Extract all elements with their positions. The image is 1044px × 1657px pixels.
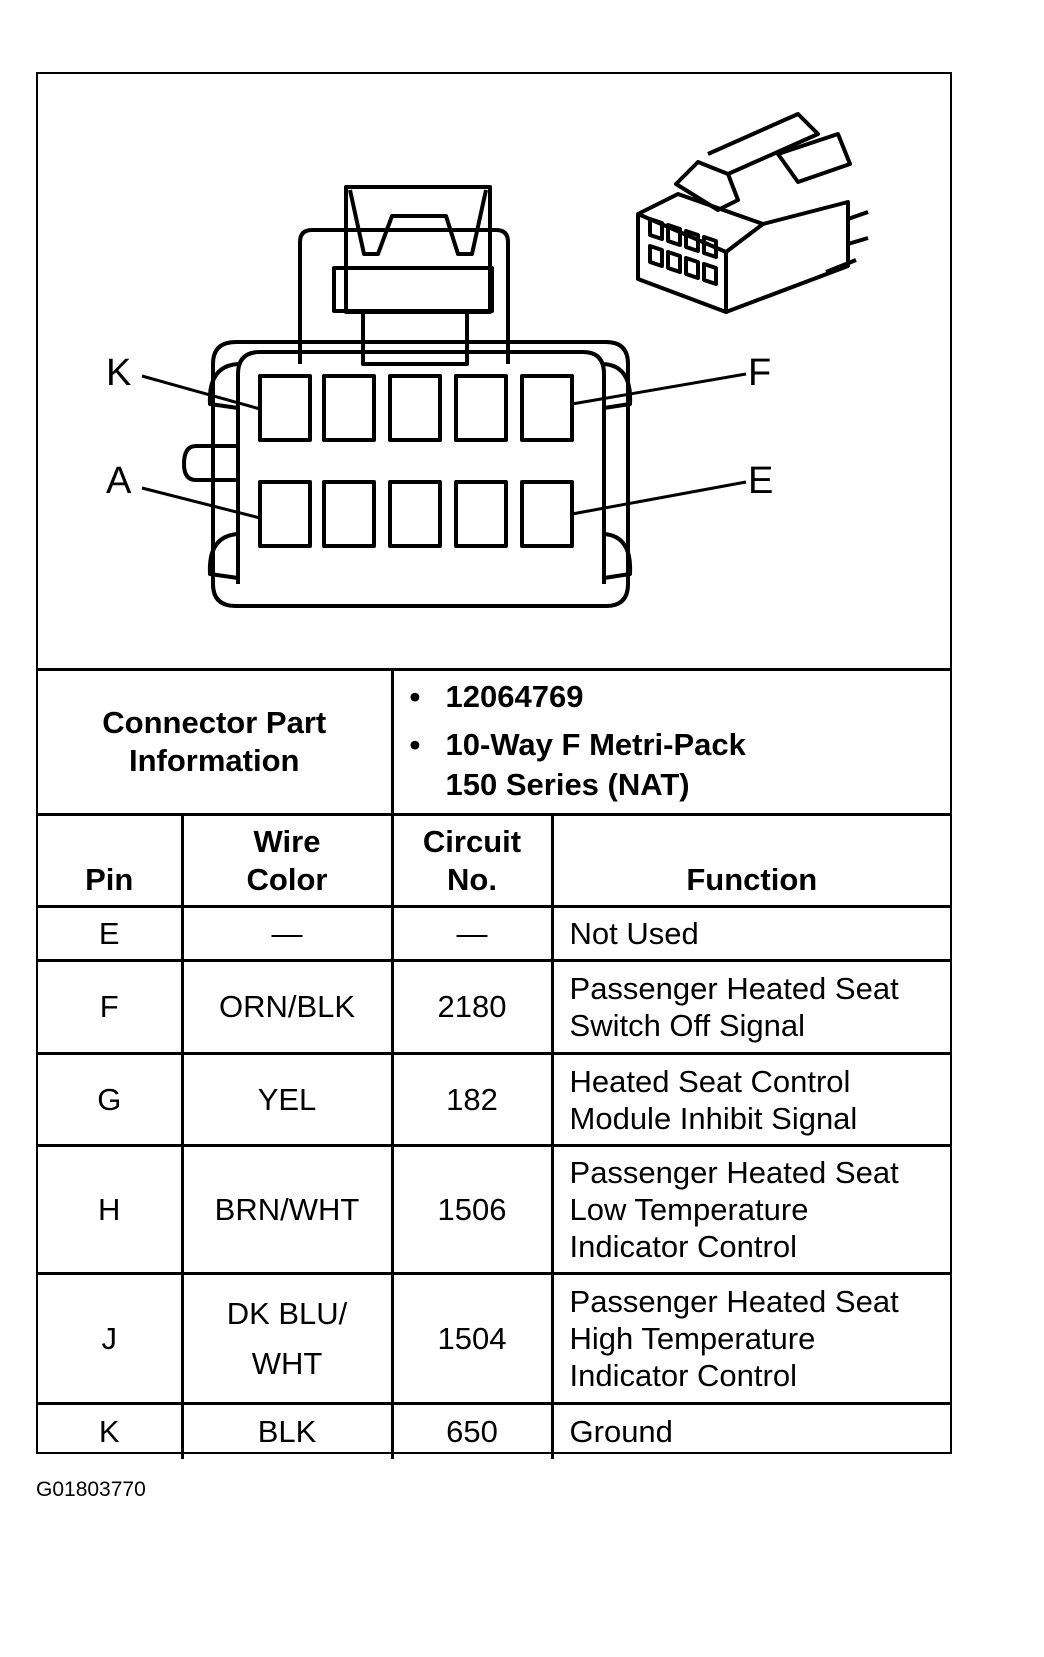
connector-info-label-line2: Information — [129, 743, 300, 778]
cell-pin: K — [38, 1404, 182, 1459]
connector-info-label — [38, 670, 392, 815]
pin-callout-k: K — [106, 352, 132, 394]
table-row — [38, 1146, 950, 1274]
cell-circuit: 182 — [392, 1054, 552, 1146]
connector-info-label-line1: Connector Part — [102, 705, 327, 740]
connector-info-row — [38, 670, 950, 815]
cell-pin: F — [38, 961, 182, 1054]
function-line: Low Temperature — [569, 1192, 809, 1227]
cell-circuit: 1506 — [392, 1146, 552, 1274]
cell-function — [552, 1404, 950, 1459]
function-line: Indicator Control — [569, 1358, 797, 1393]
table-row — [38, 961, 950, 1054]
cell-circuit: 650 — [392, 1404, 552, 1459]
function-line: Passenger Heated Seat — [569, 1155, 899, 1190]
cell-function — [552, 907, 950, 961]
header-pin: Pin — [38, 815, 182, 907]
header-circuit-line2: No. — [447, 862, 497, 897]
function-line: Heated Seat Control — [569, 1063, 851, 1099]
cell-function — [552, 1054, 950, 1146]
connector-figure — [36, 72, 952, 1454]
header-wire-color-line1: Wire — [253, 824, 321, 859]
header-circuit-line1: Circuit — [422, 824, 522, 859]
table-header-row — [38, 815, 950, 907]
table-row — [38, 1054, 950, 1146]
cell-wire-color: YEL — [182, 1054, 392, 1146]
cell-pin: E — [38, 907, 182, 961]
function-line: Passenger Heated Seat — [569, 1284, 899, 1319]
pin-callout-e: E — [748, 460, 774, 502]
table-row — [38, 907, 950, 961]
function-line: Indicator Control — [569, 1229, 797, 1264]
wire-color-line: WHT — [251, 1345, 323, 1381]
cell-function — [552, 1274, 950, 1404]
connector-description: • 10-Way F Metri-Pack — [446, 725, 951, 765]
cell-pin: G — [38, 1054, 182, 1146]
connector-diagram — [38, 74, 950, 668]
cell-pin: J — [38, 1274, 182, 1404]
cell-function — [552, 1146, 950, 1274]
connector-face-drawing — [38, 74, 950, 668]
cell-function — [552, 961, 950, 1054]
cell-wire-color: BRN/WHT — [182, 1146, 392, 1274]
pin-callout-f: F — [748, 352, 772, 394]
cell-circuit: 1504 — [392, 1274, 552, 1404]
cell-wire-color: — — [182, 907, 392, 961]
connector-series: 150 Series (NAT) — [445, 767, 690, 802]
connector-info-details — [392, 670, 950, 815]
cell-circuit: — — [392, 907, 552, 961]
cell-pin: H — [38, 1146, 182, 1274]
cell-wire-color — [182, 1274, 392, 1404]
header-function: Function — [552, 815, 950, 907]
part-number: • 12064769 — [446, 677, 951, 717]
header-wire-color-line2: Color — [246, 862, 328, 897]
cell-wire-color: ORN/BLK — [182, 961, 392, 1054]
table-row — [38, 1404, 950, 1459]
header-circuit-no — [392, 815, 552, 907]
function-line: High Temperature — [569, 1321, 816, 1356]
wire-color-line: DK BLU/ — [226, 1295, 348, 1331]
figure-id: G01803770 — [36, 1478, 146, 1501]
connector-pinout-table — [38, 668, 950, 1459]
cell-circuit: 2180 — [392, 961, 552, 1054]
cell-wire-color: BLK — [182, 1404, 392, 1459]
header-wire-color — [182, 815, 392, 907]
function-line: Not Used — [569, 916, 699, 951]
function-line: Switch Off Signal — [569, 1008, 805, 1043]
function-line: Module Inhibit Signal — [569, 1100, 858, 1136]
function-line: Ground — [569, 1414, 673, 1450]
table-row — [38, 1274, 950, 1404]
function-line: Passenger Heated Seat — [569, 971, 899, 1006]
pin-callout-a: A — [106, 460, 132, 502]
